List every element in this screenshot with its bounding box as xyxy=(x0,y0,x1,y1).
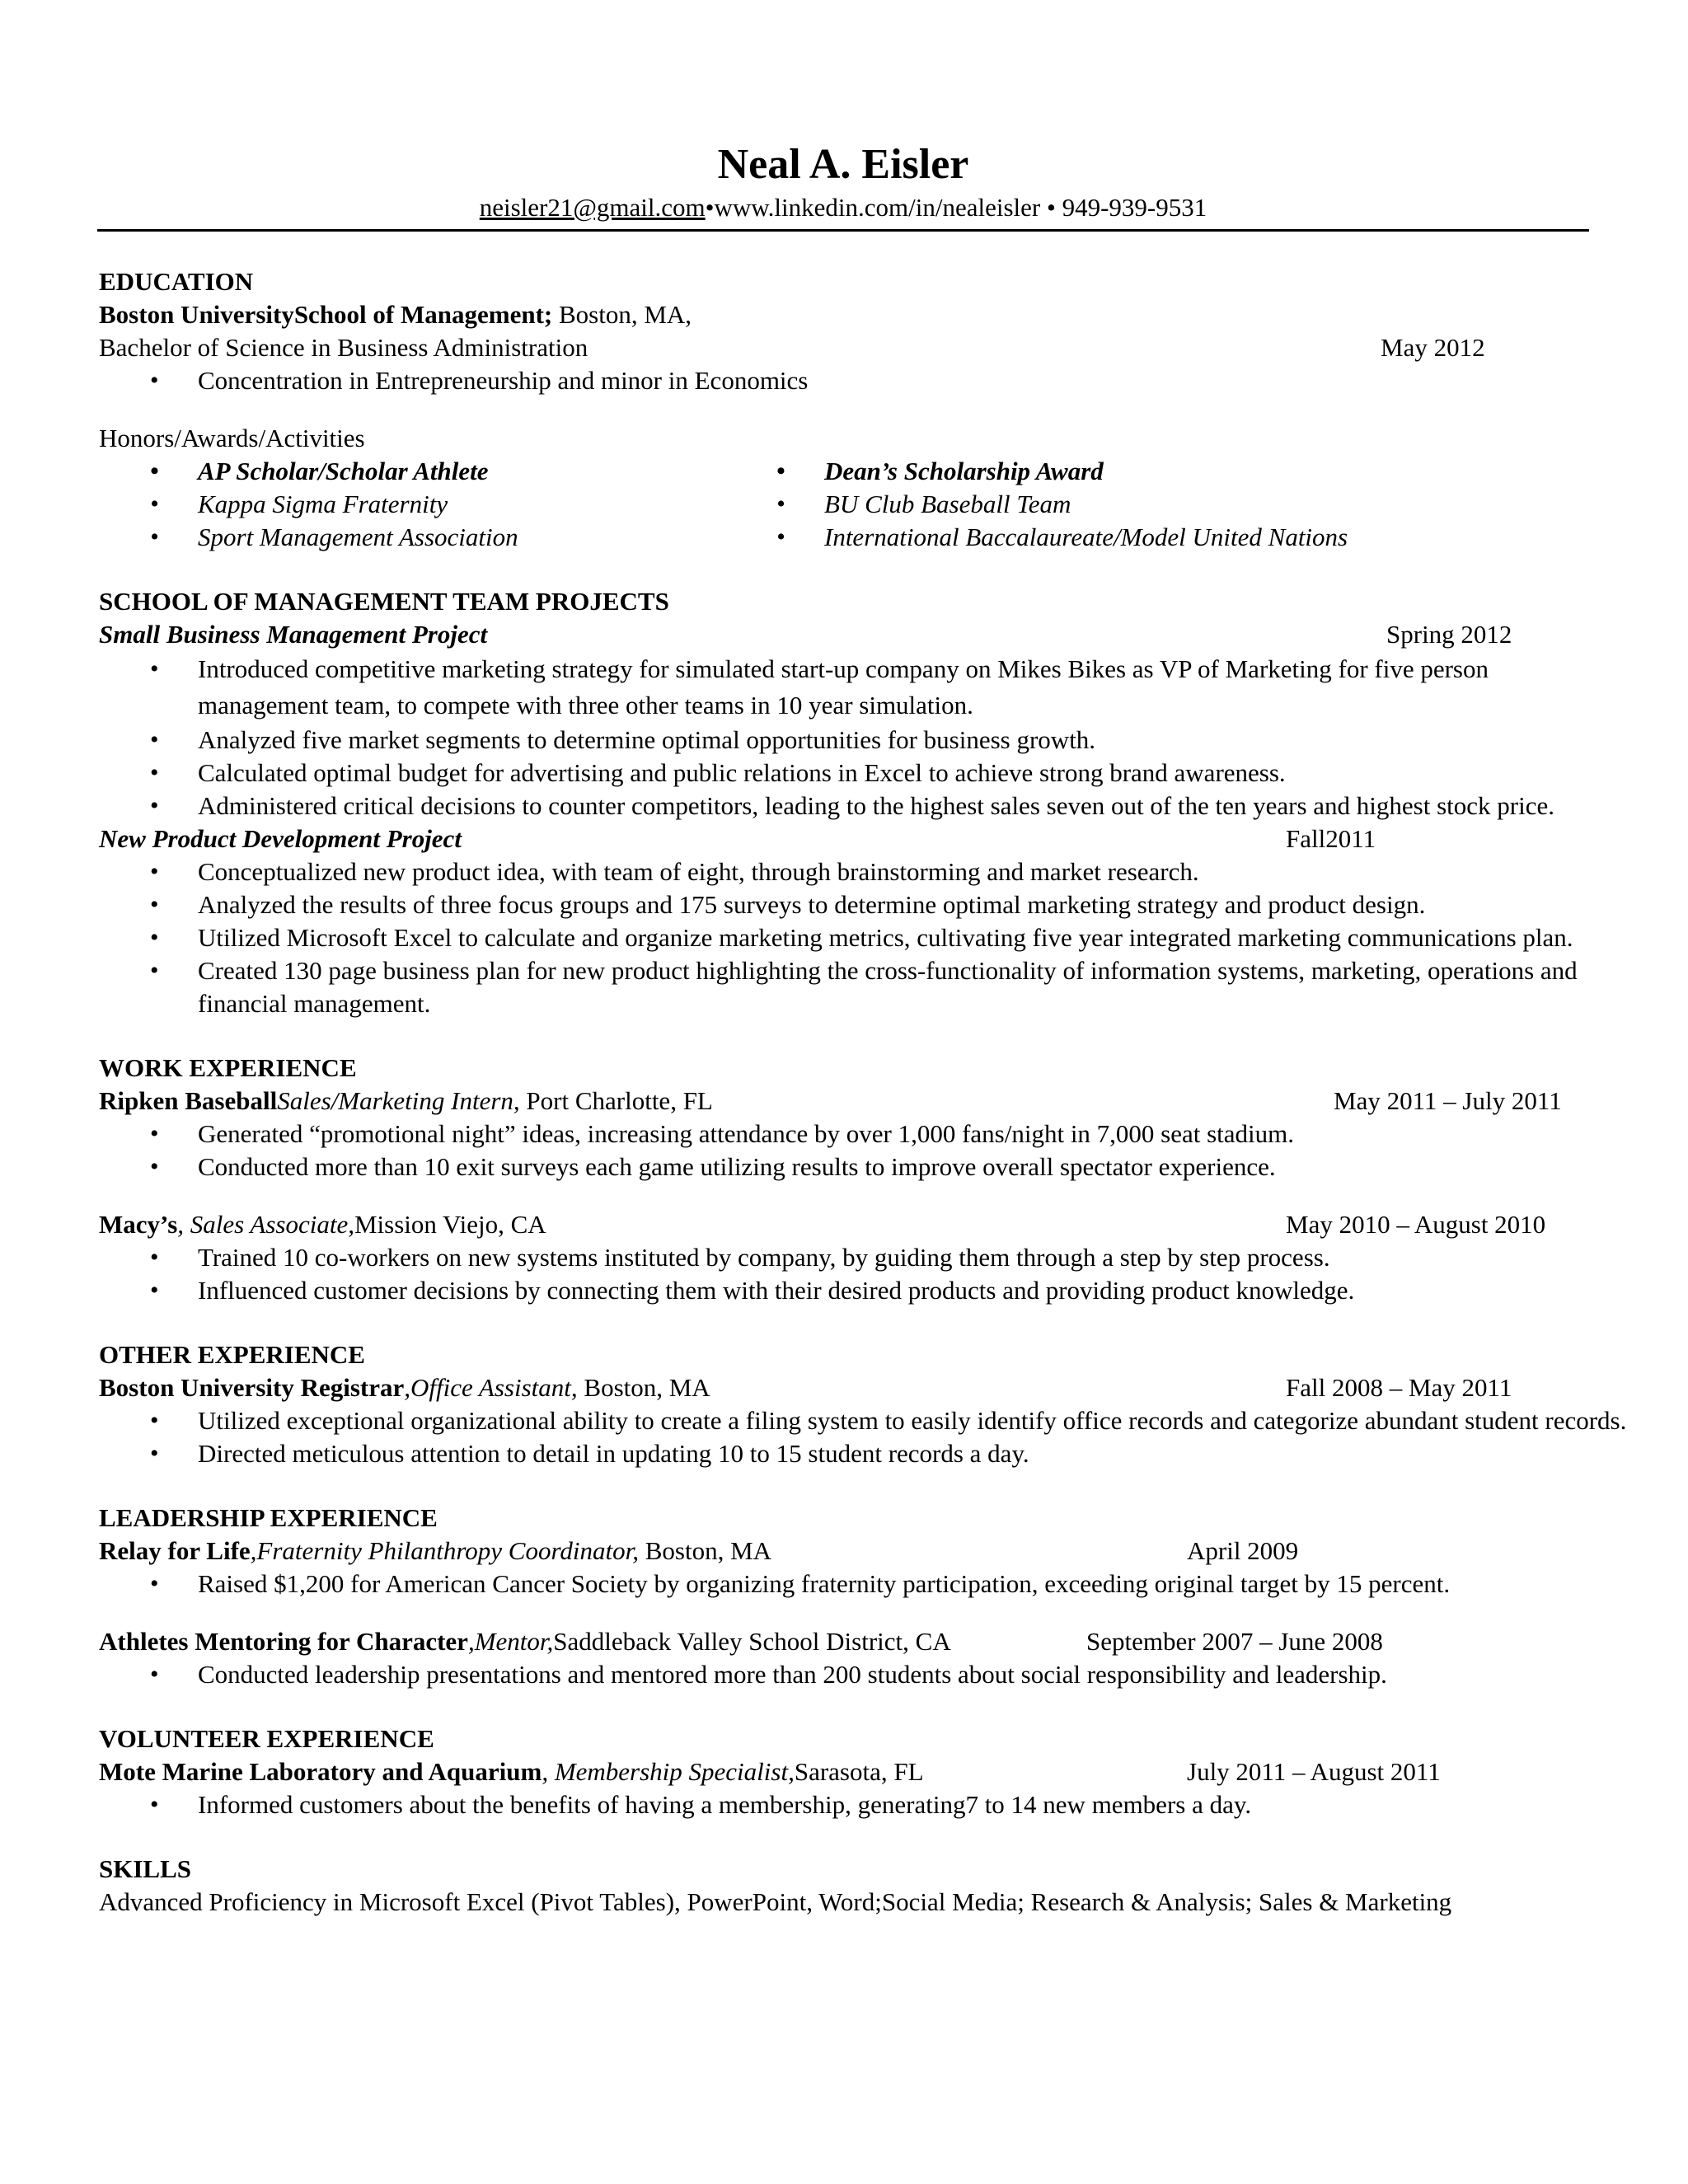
job-date: September 2007 – June 2008 xyxy=(1086,1627,1383,1656)
job-bullets xyxy=(99,1568,1587,1601)
job-line xyxy=(99,1625,1587,1658)
job-date: May 2010 – August 2010 xyxy=(1286,1210,1546,1239)
job-role: ,Mentor, xyxy=(467,1627,554,1656)
list-item: • Utilized Microsoft Excel to calculate and organize marketing metrics, cultivating five year integrated marketing communications plan. xyxy=(99,921,1587,954)
job-bullets xyxy=(99,1118,1587,1183)
project-bullets xyxy=(99,651,1587,823)
list-item: • Administered critical decisions to counter competitors, leading to the highest sales seven out of the ten years and highest stock price. xyxy=(99,790,1632,823)
list-item: • Analyzed five market segments to determine optimal opportunities for business growth. xyxy=(99,724,1587,757)
job-organization: Macy’s xyxy=(99,1210,178,1239)
list-item: • Directed meticulous attention to detail in updating 10 to 15 student records a day. xyxy=(99,1437,1587,1470)
school-name: Boston UniversitySchool of Management; xyxy=(99,300,553,329)
honors-label: Honors/Awards/Activities xyxy=(99,424,365,452)
list-item: • Generated “promotional night” ideas, increasing attendance by over 1,000 fans/night in 7,000 seat stadium. xyxy=(99,1118,1587,1151)
job-role: , Membership Specialist, xyxy=(542,1757,795,1786)
list-item: • Introduced competitive marketing strategy for simulated start-up company on Mikes Bikes as VP of Marketing for five person management team, to compete with three other teams in 10 year simulation. xyxy=(99,651,1615,724)
list-item: • Calculated optimal budget for advertising and public relations in Excel to achieve strong brand awareness. xyxy=(99,757,1587,790)
email-link[interactable]: neisler21@gmail.com xyxy=(479,193,706,222)
honors-left-list xyxy=(99,455,725,554)
skills-text: Advanced Proficiency in Microsoft Excel (Pivot Tables), PowerPoint, Word;Social Media; Research & Analysis; Sales & Marketing xyxy=(99,1887,1452,1916)
degree-line xyxy=(99,331,1587,364)
project-date: Fall2011 xyxy=(1286,824,1376,853)
list-item: • International Baccalaureate/Model United Nations xyxy=(725,521,1467,554)
job-location: Saddleback Valley School District, CA xyxy=(553,1627,951,1656)
header-divider xyxy=(97,229,1589,232)
list-item: • Informed customers about the benefits of having a membership, generating7 to 14 new members a day. xyxy=(99,1788,1587,1821)
school-location: Boston, MA, xyxy=(552,300,692,329)
job-role: Sales/Marketing Intern, xyxy=(277,1086,520,1115)
list-item: • BU Club Baseball Team xyxy=(725,488,1467,521)
list-item: • Conceptualized new product idea, with team of eight, through brainstorming and market research. xyxy=(99,855,1587,888)
education-heading: EDUCATION xyxy=(99,267,254,296)
job-role: ,Office Assistant, xyxy=(404,1373,578,1402)
list-item: • Raised $1,200 for American Cancer Society by organizing fraternity participation, exceeding original target by 15 percent. xyxy=(99,1568,1587,1601)
list-item: • Influenced customer decisions by connecting them with their desired products and providing product knowledge. xyxy=(99,1274,1587,1307)
job-location: Mission Viejo, CA xyxy=(354,1210,546,1239)
leadership-heading: LEADERSHIP EXPERIENCE xyxy=(99,1503,438,1532)
job-date: Fall 2008 – May 2011 xyxy=(1286,1373,1512,1402)
degree-name: Bachelor of Science in Business Administration xyxy=(99,333,588,362)
job-line xyxy=(99,1371,1587,1404)
list-item: • Concentration in Entrepreneurship and minor in Economics xyxy=(99,364,1587,397)
project-line xyxy=(99,618,1587,651)
list-item: • Created 130 page business plan for new product highlighting the cross-functionality of information systems, marketing, operations and financial management. xyxy=(99,954,1607,1020)
job-organization: Athletes Mentoring for Character xyxy=(99,1627,468,1656)
project-date: Spring 2012 xyxy=(1386,620,1512,649)
job-date: April 2009 xyxy=(1187,1536,1299,1565)
volunteer-heading: VOLUNTEER EXPERIENCE xyxy=(99,1724,434,1753)
job-date: July 2011 – August 2011 xyxy=(1187,1757,1441,1786)
list-item: • Trained 10 co-workers on new systems instituted by company, by guiding them through a step by step process. xyxy=(99,1241,1587,1274)
project-name: New Product Development Project xyxy=(99,824,462,853)
skills-heading: SKILLS xyxy=(99,1854,192,1883)
job-organization: Boston University Registrar xyxy=(99,1373,405,1402)
list-item: • Kappa Sigma Fraternity xyxy=(99,488,725,521)
list-item: • AP Scholar/Scholar Athlete xyxy=(99,455,725,488)
project-line xyxy=(99,823,1587,855)
list-item: • Dean’s Scholarship Award xyxy=(725,455,1467,488)
job-date: May 2011 – July 2011 xyxy=(1334,1086,1562,1115)
projects-heading: SCHOOL OF MANAGEMENT TEAM PROJECTS xyxy=(99,587,669,616)
school-line xyxy=(99,298,1587,331)
job-role: ,Fraternity Philanthropy Coordinator, xyxy=(250,1536,639,1565)
job-bullets xyxy=(99,1788,1587,1821)
other-heading: OTHER EXPERIENCE xyxy=(99,1340,365,1369)
job-location: Boston, MA xyxy=(638,1536,772,1565)
honors-columns xyxy=(99,455,1587,554)
work-heading: WORK EXPERIENCE xyxy=(99,1053,357,1082)
job-location: Port Charlotte, FL xyxy=(519,1086,713,1115)
job-organization: Relay for Life xyxy=(99,1536,251,1565)
list-item: • Sport Management Association xyxy=(99,521,725,554)
project-bullets xyxy=(99,855,1587,1020)
job-line xyxy=(99,1085,1587,1118)
resume-body xyxy=(99,265,1627,1919)
resume-header xyxy=(97,138,1589,224)
job-bullets xyxy=(99,1241,1587,1307)
contact-details: •www.linkedin.com/in/nealeisler • 949-939-9531 xyxy=(705,193,1207,222)
list-item: • Conducted more than 10 exit surveys each game utilizing results to improve overall spectator experience. xyxy=(99,1151,1587,1183)
education-bullets xyxy=(99,364,1587,397)
project-name: Small Business Management Project xyxy=(99,620,488,649)
job-bullets xyxy=(99,1404,1627,1470)
job-line xyxy=(99,1755,1587,1788)
candidate-name: Neal A. Eisler xyxy=(717,141,969,188)
job-role: , Sales Associate, xyxy=(177,1210,354,1239)
job-location: Sarasota, FL xyxy=(794,1757,924,1786)
job-organization: Mote Marine Laboratory and Aquarium xyxy=(99,1757,542,1786)
list-item: • Analyzed the results of three focus groups and 175 surveys to determine optimal marketing strategy and product design. xyxy=(99,888,1587,921)
list-item: • Utilized exceptional organizational ability to create a filing system to easily identify office records and categorize abundant student records. xyxy=(99,1404,1648,1437)
honors-right-list xyxy=(725,455,1467,554)
job-location: Boston, MA xyxy=(577,1373,710,1402)
list-item: • Conducted leadership presentations and mentored more than 200 students about social responsibility and leadership. xyxy=(99,1658,1587,1691)
contact-line xyxy=(97,191,1589,224)
degree-date: May 2012 xyxy=(1381,333,1485,362)
job-organization: Ripken Baseball xyxy=(99,1086,278,1115)
job-line xyxy=(99,1535,1587,1568)
job-line xyxy=(99,1208,1587,1241)
job-bullets xyxy=(99,1658,1587,1691)
